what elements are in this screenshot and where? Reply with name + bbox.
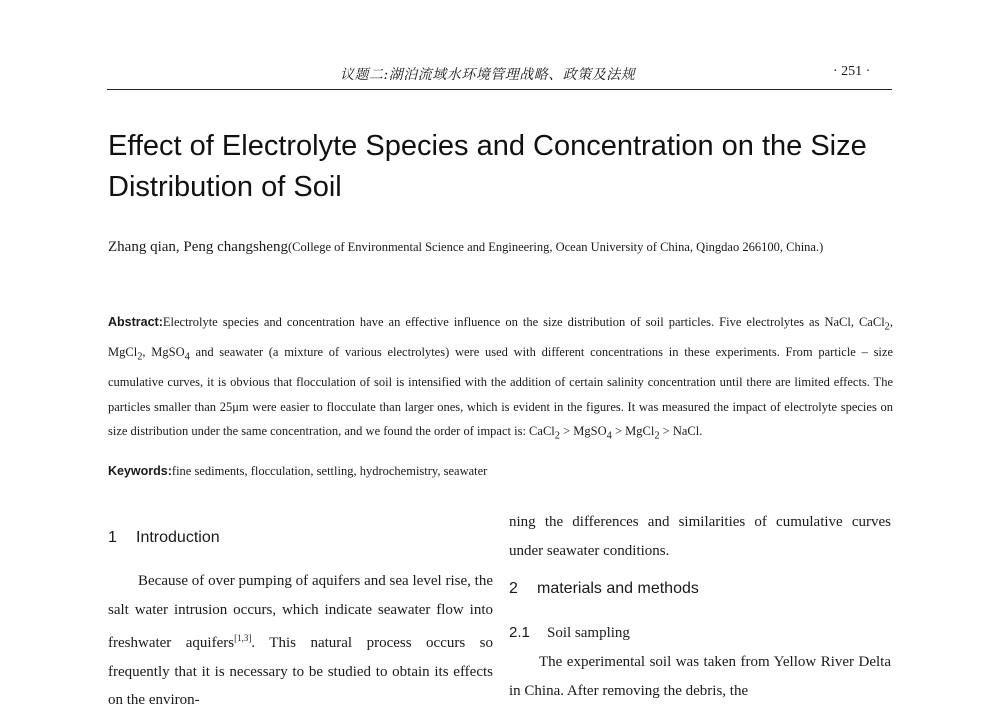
author-names: Zhang qian, Peng changsheng [108,239,288,255]
header-rule [107,89,892,90]
keywords-label: Keywords: [108,464,172,478]
subsection-title: Soil sampling [547,625,630,641]
section-title: Introduction [136,529,220,546]
subsection-heading [509,624,891,642]
keywords-text: fine sediments, flocculation, settling, hydrochemistry, seawater [171,464,488,478]
abstract-text-5: > MgSO [559,424,607,438]
intro-text-end: . This natural process occurs so frequently that it is necessary to be studied to obtain its effects on the environ- [108,635,494,708]
intro-paragraph [108,567,493,715]
sampling-paragraph: The experimental soil was taken from Yellow River Delta in China. After removing the debris, the [509,654,891,699]
abstract-text-6: > MgCl [611,424,655,438]
abstract-text-4: and seawater (a mixture of various electrolytes) were used with different concentrations in these experiments. From particle – size cumulative curves, it is obvious that flocculation of soil is intensified with the addition of certain salinity concentration until there are limited effects. The particles smaller than 25μm were easier to flocculate than larger ones, which is evident in the figures. It was measured the impact of electrolyte species on size distribution under the same concentration, and we found the order of impact is: CaCl [108,345,893,438]
paper-title: Effect of Electrolyte Species and Concentration on the Size Distribution of Soil [108,130,867,203]
section-title: materials and methods [537,580,699,597]
intro-heading [108,529,493,547]
section-number: 1 [108,529,117,546]
methods-heading [509,580,891,598]
author-affiliation: (College of Environmental Science and Engineering, Ocean University of China, Qingdao 266100, China.) [287,240,824,254]
abstract-text-1: Electrolyte species and concentration have an effective influence on the size distribution of soil particles. Five electrolytes as NaCl, CaCl [162,315,885,329]
running-title: 议题二:湖泊流域水环境管理战略、政策及法规 [340,67,636,83]
subscript: 2 [554,430,560,442]
abstract-text-7: > NaCl. [659,424,703,438]
abstract-text-3: , MgSO [142,345,185,359]
citation: [1,3] [234,633,252,643]
abstract-text-2: , MgCl [108,315,893,359]
subsection-number: 2.1 [509,624,530,641]
intro-text: Because of over pumping of aquifers and sea level rise, the salt water intrusion occurs, which indicate seawater flow into freshwater aquifers [108,573,493,651]
subscript: 2 [884,321,890,333]
subscript: 4 [606,430,612,442]
page-number: · 251 · [833,64,871,79]
keywords [108,460,893,482]
running-header [0,0,1000,92]
continuation-paragraph: ning the differences and similarities of cumulative curves under seawater conditions. [509,514,891,559]
abstract-label: Abstract: [108,315,163,329]
subscript: 2 [654,430,660,442]
section-number: 2 [509,580,518,597]
abstract [108,310,893,449]
author-line [108,233,898,262]
subscript: 4 [184,351,190,363]
subscript: 2 [137,351,143,363]
